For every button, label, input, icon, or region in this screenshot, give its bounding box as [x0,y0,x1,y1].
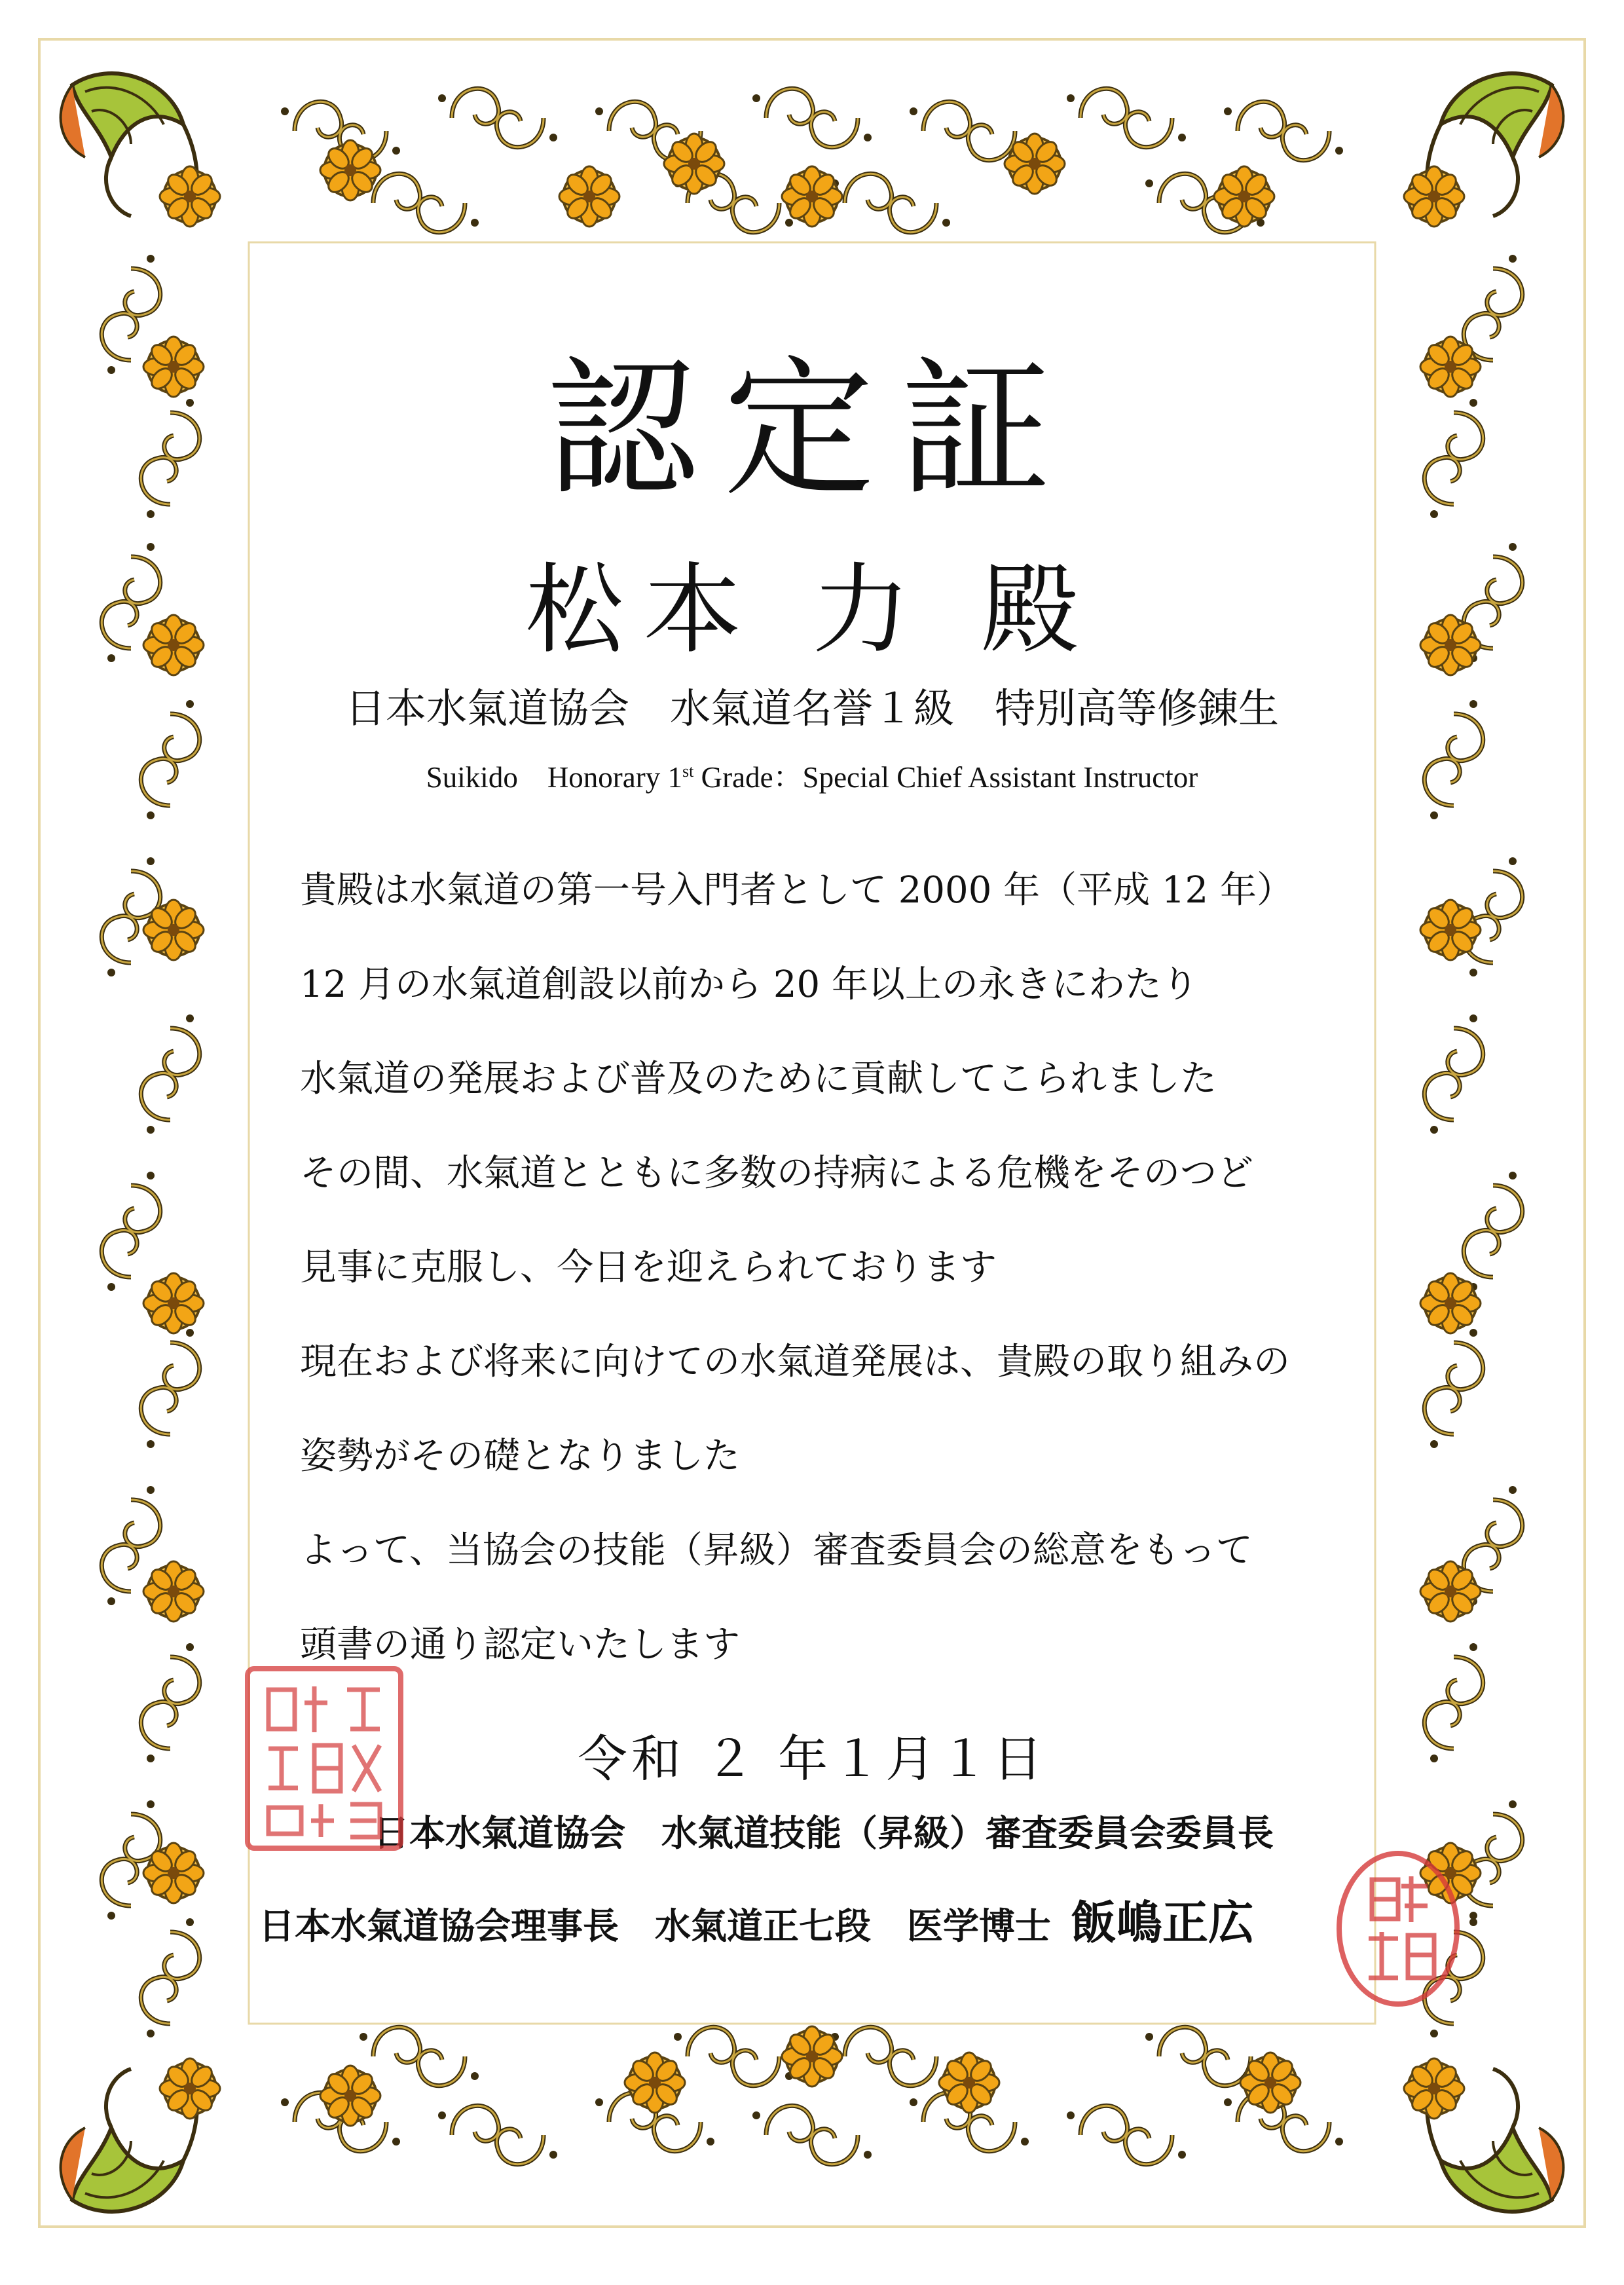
body-line: 貴殿は水氣道の第一号入門者として 2000 年（平成 12 年） [300,869,1293,912]
chairman-line [259,1886,1254,1952]
rank-english-rest: Grade：Special Chief Assistant Instructor [693,761,1198,794]
body-line: 現在および将来に向けての水氣道発展は、貴殿の取り組みの [300,1341,1290,1383]
certificate-body [300,864,1293,1713]
committee-title: 日本水氣道協会 水氣道技能（昇級）審査委員会委員長 [373,1812,1274,1854]
certificate-title: 認定証 [546,343,1077,517]
chairman-title: 日本水氣道協会理事長 水氣道正七段 医学博士 [259,1905,1052,1947]
association-seal [242,1663,406,1853]
body-line: その間、水氣道とともに多数の持病による危機をそのつど [300,1152,1253,1195]
rank-english-ordinal: st [682,762,694,781]
top-band [281,88,1343,232]
body-line: 水氣道の発展および普及のために貢献してこられました [300,1058,1217,1100]
body-line: 頭書の通り認定いたします [300,1624,740,1666]
issue-date: 令和 ２ 年１月１日 [577,1730,1047,1788]
corner-top-right [1404,73,1563,227]
rank-english-prefix: Suikido Honorary 1 [426,761,683,794]
corner-bottom-right [1404,2058,1563,2212]
recipient-name: 松本 力 殿 [525,553,1099,667]
rank-english [0,753,1624,796]
bottom-band [281,2026,1343,2164]
body-line: よって、当協会の技能（昇級）審査委員会の総意をもって [300,1529,1253,1572]
corner-bottom-left [61,2058,220,2212]
body-line: 姿勢がその礎となりました [300,1435,740,1477]
chairman-name: 飯嶋正広 [1071,1895,1255,1950]
corner-top-left [61,73,220,227]
signature-seal [1333,1847,1464,2011]
rank-japanese: 日本水氣道協会 水氣道名誉１級 特別高等修錬生 [344,684,1279,732]
body-line: 12 月の水氣道創設以前から 20 年以上の永きにわたり [300,963,1198,1006]
body-line: 見事に克服し、今日を迎えられております [300,1246,997,1289]
